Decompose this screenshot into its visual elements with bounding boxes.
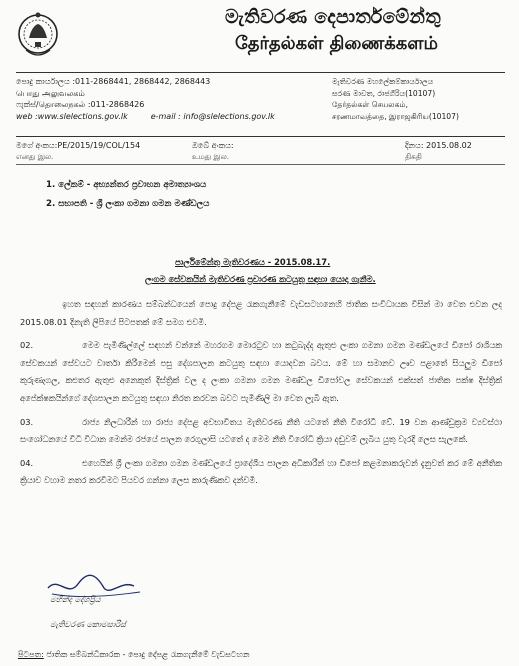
paragraph-2-text: මෙම පැමිණිල්ලේ සඳහන් වන්නේ මහරගම මොරටුව හා කටුබැද්ද ඇතුළු ලංකා ගමනා ගමන මණ්ඩලයේ ඩිපෝ රාශියක සේවකයන් සේවයට වාර්තා කිරීමෙන් පසු දේශපාලන කටයුතු සඳහා යොදවන බවය. මේ හා සමානව ඌව පළාතේ සියලුම ඩිපෝ කුරුණෑගල, කළුතර ඇතුළු අනෙකුත් දිස්ත්‍රික් වල ද ලංකා ගමනා ගමන මණ්ඩල ඩිපෝවල සේවකයන් එක්සත් ජාතික පක්ෂ දිස්ත්‍රික් අපේක්ෂකයින්ගේ දේශපාලන කටයුතු සඳහා නිරත කරවන බවට පැමිණිලි මා වෙත ලැබී ඇත. <box>20 340 502 403</box>
phone-line: පොදු කාර්යාලය :011-2868441, 2868442, 2868443 <box>16 77 211 86</box>
subject-line-2: ලංගම සේවකයින් මැතිවරණ ප්‍රචාරණ කටයුතු සඳහා යොදා ගැනීම. <box>145 274 376 284</box>
my-number <box>16 140 140 162</box>
web-address[interactable]: web :www.slelections.gov.lk <box>16 111 128 121</box>
paragraph-4-text: එහෙයින් ශ්‍රී ලංකා ගමනා ගමන මණ්ඩලයේ ප්‍රාදේශීය පාලන අධිකාරීන් හා ඩිපෝ කළමනාකරුවන් දැනුවත් කර මේ අනීතික ක්‍රියාව වහාම නතර කරවීමට පියවර ගන්නා ලෙස කාරුණිකව දන්වමි. <box>20 457 502 486</box>
copy-to-label: පිටපත: <box>18 650 44 659</box>
my-number-value: :PE/2015/19/COL/154 <box>54 141 141 150</box>
phone-sub: பொது அலுவலகம் <box>16 88 85 98</box>
paragraph-3 <box>20 414 502 449</box>
copy-to <box>18 650 249 660</box>
reference-divider-bottom <box>16 164 505 165</box>
date <box>405 140 472 162</box>
signatory-name: මහින්ද දේශප්‍රිය <box>50 595 101 604</box>
reference-divider-top <box>16 136 505 137</box>
your-number <box>192 140 234 162</box>
copy-to-text: ජාතික සම්බන්ධීකාරක - පොදු දේපළ රැකගැනීමේ වැඩසටහන <box>43 650 250 659</box>
date-label: දිනය <box>405 141 421 150</box>
paragraph-4 <box>20 455 502 490</box>
paragraph-3-text: රාජ්‍ය නිලධාරීන් හා රාජ්‍ය දේපළ අවභාවිතය මැතිවරණ නීති යටතේ නීති විරෝධී වේ. 19 වන ආණ්ඩුක්‍රම ව්‍යවස්ථා සංශෝධනයේ විධි විධාන මෙන්ම රජයේ පාලන රෙගුලාසි යටතේ ද මෙම නීති විරෝධී ක්‍රියා දඬුවම් ලැබිය යුතු වැරදි ලෙස සැලකේ. <box>20 416 502 445</box>
my-number-label: මගේ අංකය <box>16 141 55 150</box>
paragraph-1-text: ඉහත සඳහන් කාරණය සම්බන්ධයෙන් පොදු දේපළ රැකගැනීමේ වැඩසටහනෙහි ජාතික සංවිධායක විසින් මා වෙත එවන ලද 2015.08.01 දිනැති ලිපියේ පිටපතක් මේ සමග එවමි. <box>20 299 502 327</box>
address-line-4: சரணமாவத்தை, இராஜகிரிய(10107) <box>332 111 459 121</box>
date-value: : 2015.08.02 <box>420 141 472 150</box>
your-number-tamil: உமது இல. <box>192 152 230 161</box>
my-number-tamil: எனது இல. <box>16 152 54 161</box>
address-line-3: தேர்தல்கள் செயலகம், <box>332 100 408 110</box>
paragraph-3-number: 03. <box>20 416 34 427</box>
paragraph-2-number: 02. <box>20 340 34 351</box>
address-block <box>332 76 512 122</box>
paragraph-1 <box>20 296 502 331</box>
fax-line: ෆැක්ස්/தொலைநகல் :011-2868426 <box>16 100 145 110</box>
paragraph-4-number: 04. <box>20 457 34 468</box>
paragraph-2 <box>20 337 502 407</box>
address-line-1: මැතිවරණ මහලේකම්කාර්යාලය <box>332 77 434 86</box>
email-address[interactable]: e-mail : info@slelections.gov.lk <box>150 111 275 121</box>
letter-body <box>20 296 502 496</box>
contact-block <box>16 76 296 122</box>
your-number-value: : <box>230 141 234 150</box>
address-line-2: සරණ මාවත, රාජගිරිය(10107) <box>332 88 436 98</box>
web-email-line <box>16 111 296 123</box>
signatory-title: මැතිවරණ කොමසාරිස් <box>50 620 126 629</box>
date-tamil: திகதி <box>405 152 422 161</box>
sri-lanka-emblem-icon <box>16 8 60 62</box>
department-title-tamil: தேர்தல்கள் திணைக்களம் <box>235 33 439 54</box>
recipient-2: 2. සභාපති - ශ්‍රී ලංකා ගමනා ගමන මණ්ඩලය <box>46 199 210 209</box>
subject-line-1: පාර්ලිමේන්තු මැතිවරණය - 2015.08.17. <box>175 257 331 267</box>
your-number-label: ඔබේ අංකය <box>192 141 231 150</box>
department-title-sinhala: මැතිවරණ දෙපාර්තමේන්තු <box>225 6 441 28</box>
header-divider <box>16 72 505 73</box>
recipient-1: 1. ලේකම් - අභ්‍යන්තර ප්‍රවාහන අමාත්‍යාංශය <box>46 180 207 190</box>
